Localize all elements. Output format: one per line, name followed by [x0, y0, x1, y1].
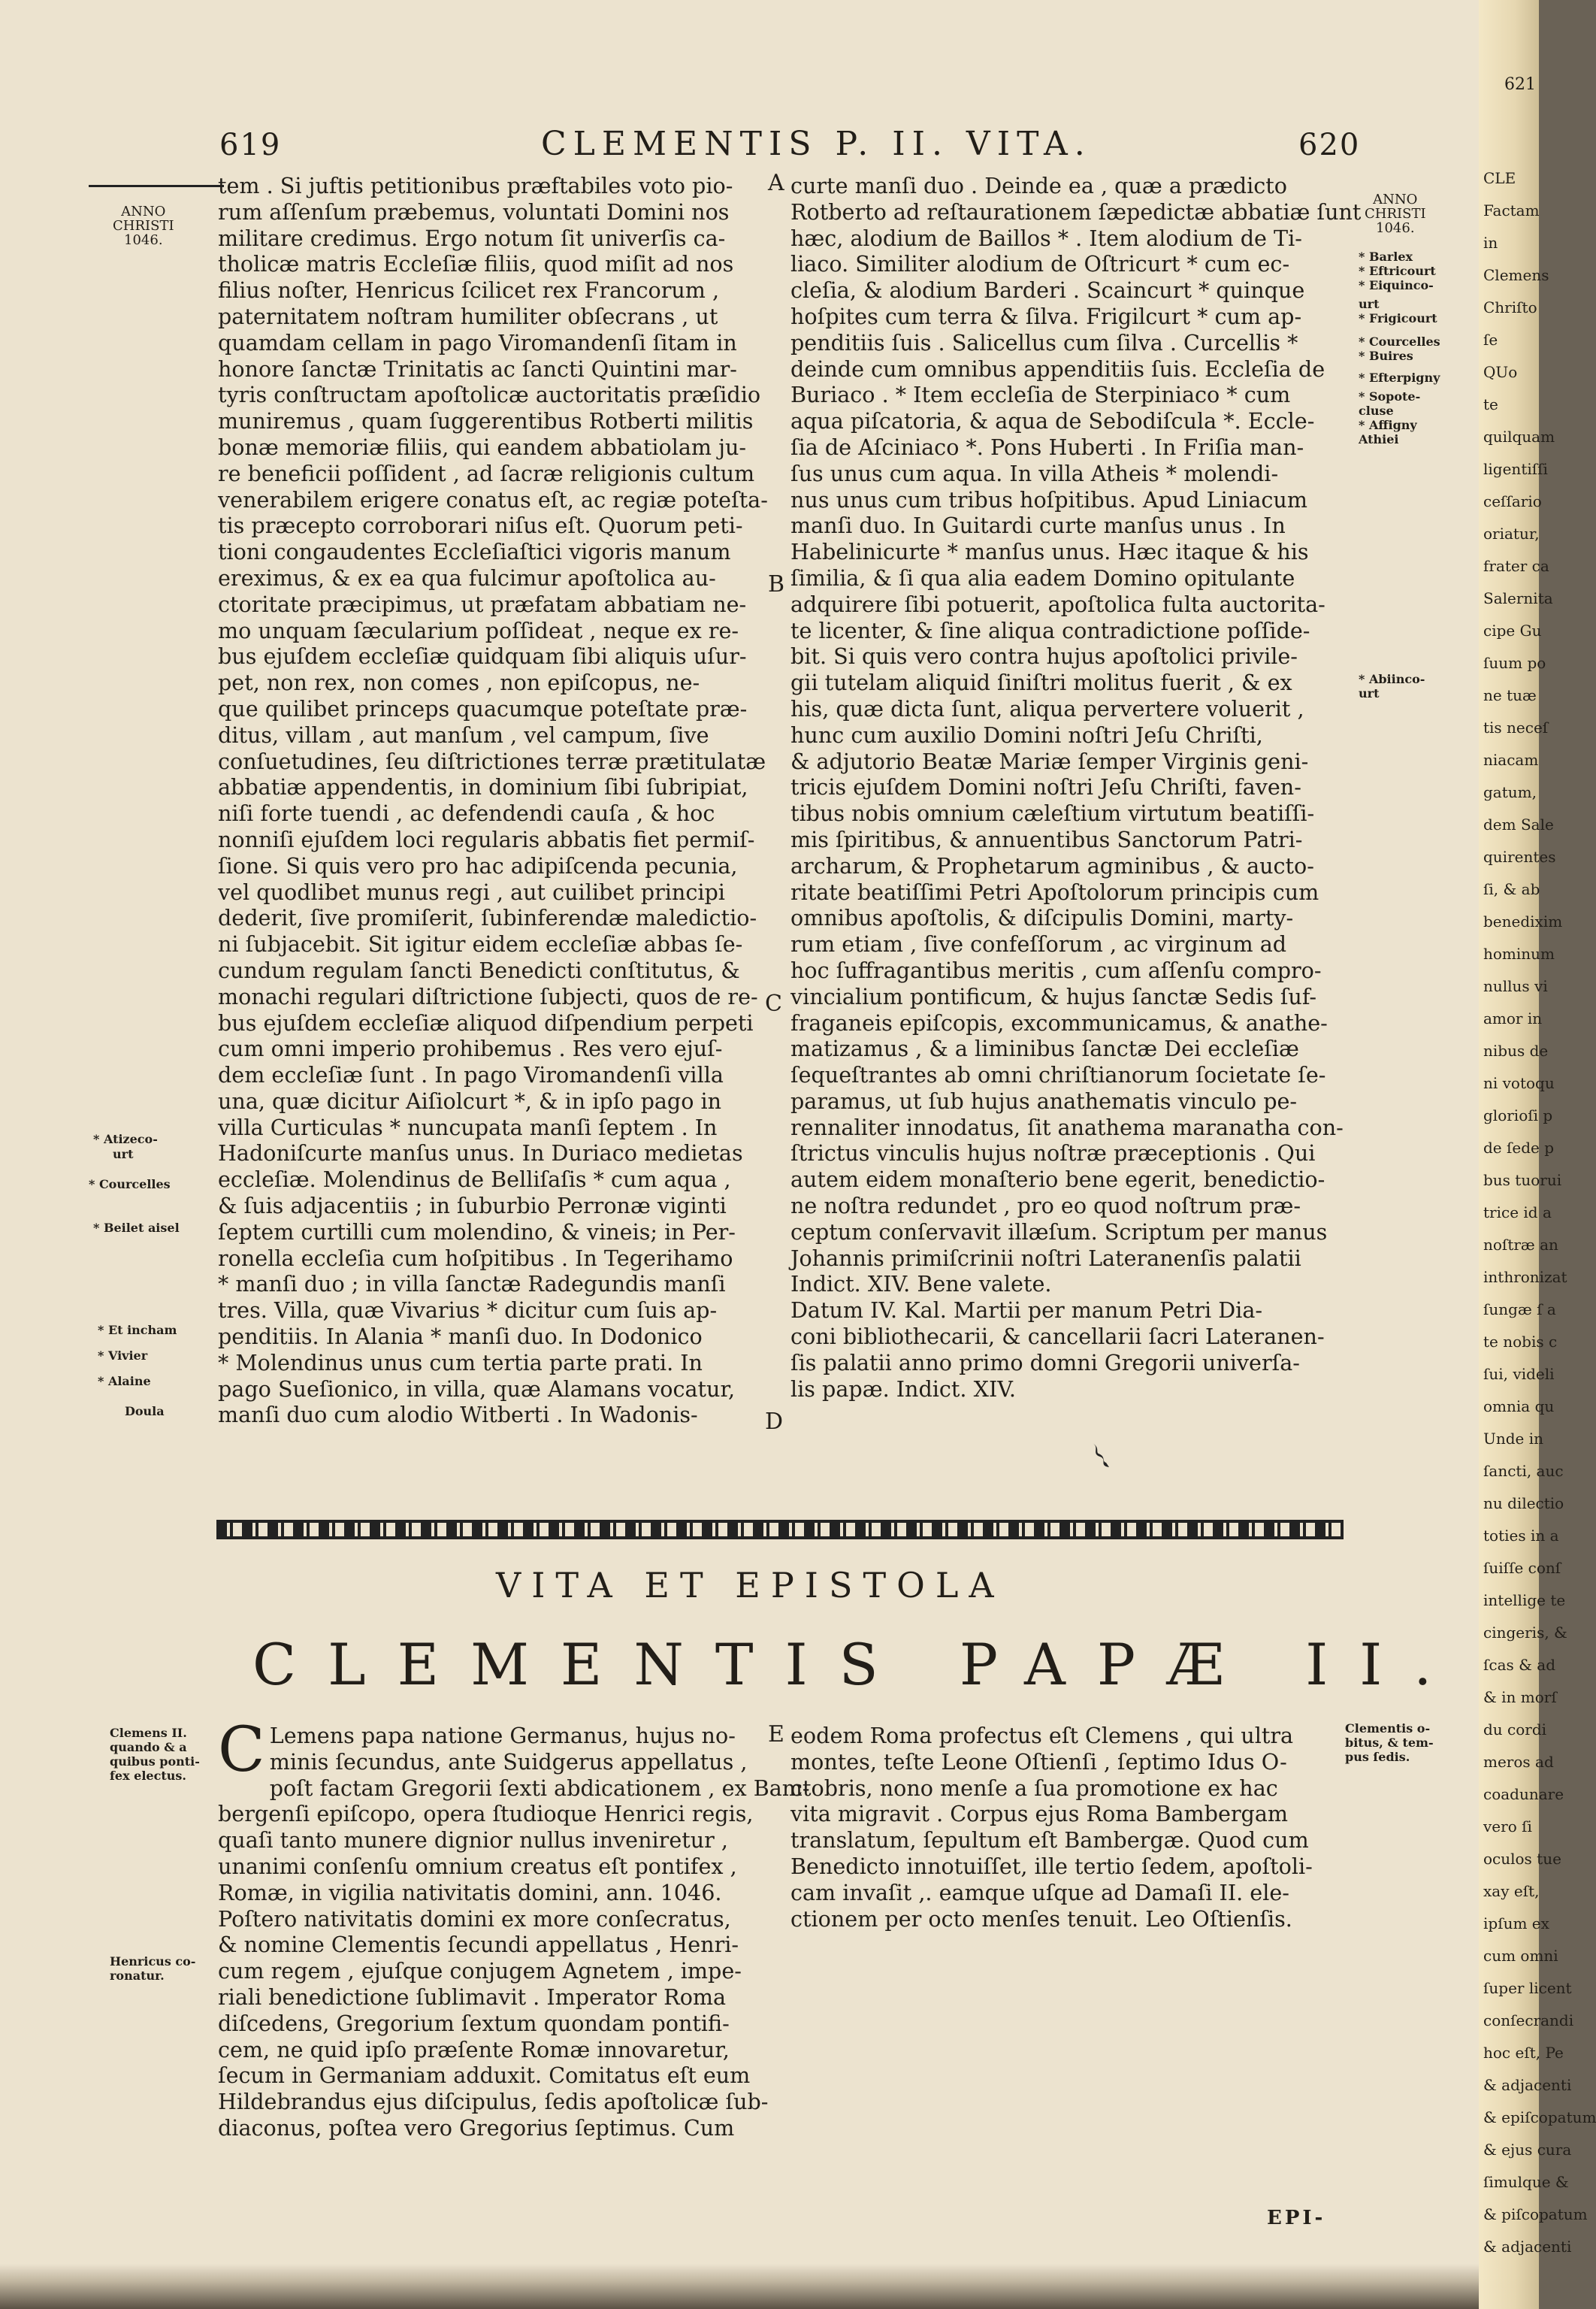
- text-line: hoc ſuffragantibus meritis , cum aſſenſu compro-: [790, 957, 1322, 983]
- next-page-text-fragment: ſi, & ab: [1483, 880, 1540, 898]
- text-line: bus ejuſdem eccleſiæ aliquod diſpendium perpeti: [218, 1009, 754, 1036]
- text-line: tricis ejuſdem Domini noſtri Jeſu Chriſti, faven-: [790, 774, 1301, 800]
- text-line: riali benedictione ſublimavit . Imperator Roma: [218, 1984, 727, 2010]
- next-page-text-fragment: Salernita: [1483, 589, 1553, 607]
- section-letter-c: C: [765, 991, 782, 1017]
- text-line: * manſi duo ; in villa ſanctæ Radegundis manſi: [218, 1271, 726, 1297]
- next-page-text-fragment: du cordi: [1483, 1720, 1547, 1739]
- margin-note-right: * Abiinco-: [1359, 672, 1425, 686]
- margin-note-left: * Alaine: [98, 1374, 151, 1388]
- next-page-text-fragment: hoc eſt, Pe: [1483, 2044, 1564, 2062]
- text-line: cum omni imperio prohibemus . Res vero ejuſ-: [218, 1036, 723, 1062]
- next-page-text-fragment: hominum: [1483, 945, 1555, 963]
- text-line: diaconus, poſtea vero Gregorius ſeptimus. Cum: [218, 2114, 735, 2141]
- margin-note-right: urt: [1359, 686, 1380, 701]
- text-line: ditus, villam , aut manſum , vel campum, ſive: [218, 722, 709, 748]
- next-page-text-fragment: ſuper licent: [1483, 1979, 1572, 1997]
- margin-note-left: * Atizeco-: [93, 1132, 158, 1146]
- margin-note-right: * Buires: [1359, 349, 1413, 363]
- text-line: penditiis ſuis . Salicellus cum ſilva . Curcellis *: [790, 329, 1298, 356]
- text-line: hunc cum auxilio Domini noſtri Jeſu Chriſti,: [790, 722, 1263, 748]
- next-page-text-fragment: intellige te: [1483, 1591, 1566, 1609]
- next-page-text-fragment: meros ad: [1483, 1753, 1554, 1771]
- text-line: una, quæ dicitur Aiſiolcurt *, & in ipſo pago in: [218, 1088, 722, 1114]
- text-line: ſia de Aſciniaco *. Pons Huberti . In Friſia man-: [790, 434, 1304, 460]
- text-line: manſi duo. In Guitardi curte manſus unus . In: [790, 513, 1286, 539]
- text-line: Hadoniſcurte manſus unus. In Duriaco medietas: [218, 1140, 743, 1167]
- next-page-text-fragment: quirentes: [1483, 848, 1556, 866]
- text-line: cum regem , ejuſque conjugem Agnetem , impe-: [218, 1958, 742, 1984]
- next-page-text-fragment: te: [1483, 395, 1498, 413]
- next-page-text-fragment: xay eſt,: [1483, 1882, 1540, 1900]
- text-line: Romæ, in vigilia nativitatis domini, ann. 1046.: [218, 1879, 722, 1905]
- next-page-text-fragment: te nobis c: [1483, 1333, 1558, 1351]
- text-line: Johannis primiſcrinii noſtri Lateranenſis palatii: [790, 1245, 1301, 1271]
- text-line: tyris conſtructam apoſtolicæ auctoritatis præſidio: [218, 382, 761, 408]
- text-line: ceptum conſervavit illæſum. Scriptum per manus: [790, 1218, 1328, 1245]
- anno-christi-right: ANNO CHRISTI 1046.: [1365, 192, 1426, 236]
- text-line: hæc, alodium de Baillos * . Item alodium de Ti-: [790, 225, 1302, 251]
- text-line: niſi forte tuendi , ac defendendi cauſa , & hoc: [218, 800, 715, 827]
- next-page-text-fragment: benedixim: [1483, 912, 1563, 931]
- next-page-text-fragment: ne tuæ: [1483, 686, 1537, 704]
- text-line: ſimilia, & ſi qua alia eadem Domino opitulante: [790, 564, 1295, 591]
- text-line: ſequeſtrantes ab omni chriſtianorum ſocietate ſe-: [790, 1062, 1326, 1088]
- margin-note-left: * Beilet aisel: [93, 1221, 180, 1235]
- text-line: diſcedens, Gregorium ſextum quondam pontifi-: [218, 2010, 730, 2036]
- next-page-text-fragment: inthronizat: [1483, 1268, 1567, 1286]
- margin-note-right: * Sopote-: [1359, 389, 1421, 404]
- next-page-text-fragment: dem Sale: [1483, 816, 1554, 834]
- text-line: his, quæ dicta ſunt, aliqua pervertere voluerit ,: [790, 695, 1304, 722]
- text-line: que quilibet princeps quacumque poteſtate præ-: [218, 695, 748, 722]
- margin-note-left: Doula: [125, 1404, 165, 1418]
- text-line: rennaliter innodatus, ſit anathema maranatha con-: [790, 1114, 1344, 1140]
- next-page-text-fragment: frater ca: [1483, 557, 1549, 575]
- next-page-text-fragment: trice id a: [1483, 1203, 1552, 1221]
- next-page-text-fragment: & in morſ: [1483, 1688, 1557, 1706]
- text-line: ſis palatii anno primo domni Gregorii univerſa-: [790, 1349, 1300, 1375]
- ornament-band: [216, 1520, 1344, 1539]
- text-line: quaſi tanto munere dignior nullus inveniretur ,: [218, 1827, 729, 1854]
- margin-notes-right: [1359, 250, 1440, 701]
- text-line: Buriaco . * Item eccleſia de Sterpiniaco * cum: [790, 382, 1291, 408]
- next-page-text-fragment: toties in a: [1483, 1527, 1559, 1545]
- text-line: Benedicto innotuiſſet, ille tertio ſedem, apoſtoli-: [790, 1853, 1313, 1879]
- next-page-text-fragment: nu dilectio: [1483, 1494, 1564, 1512]
- text-line: autem eidem monaſterio bene egerit, benedictio-: [790, 1167, 1325, 1193]
- text-line: montes, teſte Leone Oſtienſi , ſeptimo Idus O-: [790, 1748, 1287, 1775]
- section-letter-e: E: [768, 1721, 784, 1748]
- next-page-text-fragment: tis neceſ: [1483, 719, 1549, 737]
- text-line: ereximus, & ex ea qua fulcimur apoſtolica au-: [218, 564, 716, 591]
- text-line: bus ejuſdem eccleſiæ quidquam ſibi aliquis uſur-: [218, 643, 747, 670]
- text-line: bergenſi epiſcopo, opera ſtudioque Henrici regis,: [218, 1801, 754, 1827]
- text-line: rum aſſenſum præbemus, voluntati Domini nos: [218, 198, 730, 225]
- next-page-text-fragment: ceſſario: [1483, 492, 1542, 510]
- next-page-text-fragment: gatum,: [1483, 783, 1537, 801]
- text-line: ſione. Si quis vero pro hac adipiſcenda pecunia,: [218, 852, 738, 879]
- text-line: tioni congaudentes Eccleſiaſtici vigoris manum: [218, 539, 731, 565]
- text-line: abbatiæ appendentis, in dominium ſibi ſubripiat,: [218, 774, 748, 800]
- margin-note-left: urt: [113, 1147, 134, 1161]
- next-page-text-fragment: ſuiſſe conſ: [1483, 1559, 1561, 1577]
- next-page-text-fragment: CLE: [1483, 169, 1516, 187]
- next-page-text-fragment: bus tuorui: [1483, 1171, 1562, 1189]
- text-line: coni bibliothecarii, & cancellarii ſacri Lateranen-: [790, 1324, 1325, 1350]
- text-line: Lemens papa natione Germanus, hujus no-: [269, 1723, 736, 1748]
- text-line: muniremus , quam ſuggerentibus Rotberti militis: [218, 408, 754, 434]
- text-line: nus unus cum tribus hoſpitibus. Apud Liniacum: [790, 486, 1307, 513]
- margin-note-right: cluse: [1359, 404, 1394, 418]
- margin-note-right: * Eiquinco-: [1359, 278, 1434, 292]
- text-line: dederit, ſive promiſerit, ſubinferendæ maledictio-: [218, 905, 757, 931]
- text-line: hoſpites cum terra & ſilva. Frigilcurt * cum ap-: [790, 303, 1302, 329]
- text-line: ctoritate præcipimus, ut præfatam abbatiam ne-: [218, 591, 747, 617]
- text-line: ronella eccleſia cum hoſpitibus . In Tegerihamo: [218, 1245, 733, 1271]
- text-line: archarum, & Prophetarum agminibus , & aucto-: [790, 852, 1314, 879]
- fleuron-icon: [1088, 1440, 1114, 1470]
- text-line: quamdam cellam in pago Viromandenſi ſitam in: [218, 329, 737, 356]
- text-line: manſi duo cum alodio Witberti . In Wadonis-: [218, 1402, 698, 1428]
- next-page-text-fragment: Clemens: [1483, 266, 1549, 284]
- next-page-text-fragment: ſcas & ad: [1483, 1656, 1556, 1674]
- text-line: bonæ memoriæ filiis, qui eandem abbatiolam ju-: [218, 434, 747, 460]
- text-line: * Molendinus unus cum tertia parte prati. In: [218, 1349, 703, 1375]
- text-line: translatum, ſepultum eſt Bambergæ. Quod cum: [790, 1827, 1309, 1854]
- catchword: EPI-: [1267, 2207, 1326, 2229]
- text-line: Indict. XIV. Bene valete.: [790, 1271, 1052, 1297]
- text-line: & nomine Clementis ſecundi appellatus , Henri-: [218, 1932, 739, 1958]
- text-line: vita migravit . Corpus ejus Roma Bambergam: [790, 1801, 1288, 1827]
- next-page-text-fragment: ſancti, auc: [1483, 1462, 1564, 1480]
- text-line: monachi regulari diſtrictione ſubjecti, quos de re-: [218, 983, 758, 1009]
- next-page-text-fragment: conſecrandi: [1483, 2011, 1574, 2029]
- text-line: Hildebrandus ejus diſcipulus, ſedis apoſtolicæ ſub-: [218, 2089, 769, 2115]
- text-line: ctobris, nono menſe a ſua promotione ex hac: [790, 1775, 1278, 1801]
- margin-note-left: * Et incham: [98, 1323, 177, 1337]
- text-line: honore ſanctæ Trinitatis ac ſancti Quintini mar-: [218, 356, 737, 382]
- next-page-text-fragment: nibus de: [1483, 1042, 1549, 1060]
- next-page-text-fragment: Unde in: [1483, 1430, 1544, 1448]
- text-line: paramus, ut ſub hujus anathematis vinculo pe-: [790, 1088, 1298, 1114]
- next-page-text-fragment: Chriſto: [1483, 298, 1537, 316]
- running-title: CLEMENTIS P. II. VITA.: [541, 125, 1092, 163]
- text-line: fraganeis epiſcopis, excommunicamus, & anathe-: [790, 1009, 1328, 1036]
- text-line: re beneficii poſſident , ad ſacræ religionis cultum: [218, 460, 755, 486]
- text-line: cem, ne quid ipſo præſente Romæ innovaretur,: [218, 2036, 730, 2062]
- text-line: curte manſi duo . Deinde ea , quæ a prædicto: [790, 173, 1287, 198]
- text-line: filius noſter, Henricus ſcilicet rex Francorum ,: [218, 277, 720, 304]
- text-line: aqua piſcatoria, & aqua de Sebodiſcula *. Eccle-: [790, 408, 1315, 434]
- next-page-text-fragment: glorioſi p: [1483, 1106, 1553, 1124]
- next-page-text-fragment: oculos tue: [1483, 1850, 1561, 1868]
- next-page-edge: [1479, 0, 1596, 2309]
- next-page-text-fragment: Factam: [1483, 201, 1540, 219]
- section-letter-b: B: [768, 571, 785, 598]
- next-page-text-fragment: ligentiſſi: [1483, 460, 1548, 478]
- text-line: unanimi conſenſu omnium creatus eſt pontifex ,: [218, 1853, 737, 1879]
- text-line: cleſia, & alodium Barderi . Scaincurt * quinque: [790, 277, 1305, 304]
- text-line: pago Sueſionico, in villa, quæ Alamans vocatur,: [218, 1375, 736, 1402]
- text-line: Datum IV. Kal. Martii per manum Petri Dia-: [790, 1297, 1263, 1324]
- text-line: tres. Villa, quæ Vivarius * dicitur cum ſuis ap-: [218, 1297, 718, 1324]
- text-line: venerabilem erigere conatus eſt, ac regiæ poteſta-: [218, 486, 768, 513]
- next-page-text-fragment: cingeris, &: [1483, 1624, 1567, 1642]
- next-page-text-fragment: oriatur,: [1483, 525, 1540, 543]
- text-line: cam invaſit ,. eamque uſque ad Damaſi II. ele-: [790, 1879, 1289, 1905]
- text-line: ſecum in Germaniam adduxit. Comitatus eſt eum: [218, 2062, 751, 2089]
- text-line: liaco. Similiter alodium de Oſtricurt * cum ec-: [790, 251, 1290, 277]
- text-line: tem . Si juftis petitionibus præftabiles voto pio-: [218, 173, 733, 198]
- margin-note-right: * Barlex: [1359, 250, 1413, 264]
- next-page-text-fragment: & ejus cura: [1483, 2141, 1572, 2159]
- text-line: mis ſpiritibus, & annuentibus Sanctorum Patri-: [790, 826, 1303, 852]
- text-line: paternitatem noſtram humiliter obſecrans , ut: [218, 303, 718, 329]
- text-line: matizamus , & a liminibus ſanctæ Dei eccleſiæ: [790, 1036, 1299, 1062]
- left-column: [218, 173, 768, 1428]
- text-line: & adjutorio Beatæ Mariæ ſemper Virginis geni-: [790, 748, 1309, 774]
- text-line: deinde cum omnibus appenditiis ſuis. Eccleſia de: [790, 356, 1325, 382]
- margin-note-obitus: Clementis o- bitus, & tem- pus ſedis.: [1345, 1721, 1434, 1764]
- next-page-text-fragment: vero ſi: [1483, 1817, 1532, 1835]
- next-page-text-fragment: ſe: [1483, 331, 1498, 349]
- text-line: ſus unus cum aqua. In villa Atheis * molendi-: [790, 460, 1279, 486]
- vita-right-column: [790, 1723, 1341, 1932]
- text-line: Rotberto ad reſtaurationem ſæpedictæ abbatiæ ſunt: [790, 198, 1362, 225]
- margin-note-right: urt: [1359, 297, 1380, 311]
- text-line: bit. Si quis vero contra hujus apoſtolici privile-: [790, 643, 1298, 670]
- right-column: [790, 173, 1362, 1402]
- next-page-text-fragment: ipſum ex: [1483, 1914, 1549, 1932]
- text-line: minis ſecundus, ante Suidgerus appellatus ,: [269, 1748, 748, 1775]
- text-line: dem eccleſiæ ſunt . In pago Viromandenſi villa: [218, 1062, 724, 1088]
- text-line: nonniſi ejuſdem loci regularis abbatis fiet permiſ-: [218, 826, 755, 852]
- next-page-text-fragment: noſtræ an: [1483, 1236, 1558, 1254]
- text-line: tibus nobis omnium cæleſtium virtutum beatiſſi-: [790, 800, 1315, 827]
- section-letter-a: A: [768, 170, 784, 196]
- text-line: villa Curticulas * nuncupata manſi ſeptem . In: [218, 1114, 718, 1140]
- text-line: gii tutelam aliquid ſiniſtri molitus fuerit , & ex: [790, 670, 1292, 696]
- text-line: ſeptem curtilli cum molendino, & vineis; in Per-: [218, 1218, 736, 1245]
- text-line: ne noſtra redundet , pro eo quod noſtrum præ-: [790, 1193, 1301, 1219]
- text-line: penditiis. In Alania * manſi duo. In Dodonico: [218, 1324, 703, 1350]
- text-line: conſuetudines, ſeu diſtrictiones terræ prætitulatæ: [218, 748, 766, 774]
- text-line: tholicæ matris Eccleſiæ filiis, quod miſit ad nos: [218, 251, 734, 277]
- next-page-text-fragment: ni votoqu: [1483, 1074, 1555, 1092]
- next-page-text-fragment: niacam: [1483, 751, 1539, 769]
- text-line: ctionem per octo menſes tenuit. Leo Oſtienſis.: [790, 1905, 1292, 1932]
- next-page-text-fragment: ſimulque &: [1483, 2173, 1569, 2191]
- margin-note-left: * Vivier: [98, 1348, 148, 1363]
- section-heading-title: CLEMENTIS PAPÆ II.: [252, 1631, 1464, 1698]
- text-line: vel quodlibet munus regi , aut cuilibet principi: [218, 879, 725, 905]
- margin-note-right: * Courcelles: [1359, 334, 1440, 349]
- text-line: rum etiam , ſive confeſſorum , ac virginum ad: [790, 931, 1287, 958]
- section-letter-d: D: [765, 1409, 784, 1435]
- next-page-text-fragment: in: [1483, 234, 1498, 252]
- next-page-text-fragment: nullus vi: [1483, 977, 1548, 995]
- text-line: eodem Roma profectus eſt Clemens , qui ultra: [790, 1723, 1294, 1748]
- next-page-text-fragment: coadunare: [1483, 1785, 1564, 1803]
- text-line: militare credimus. Ergo notum ſit univerſis ca-: [218, 225, 726, 251]
- next-page-text-fragment: cipe Gu: [1483, 622, 1542, 640]
- margin-note-right: Athiei: [1359, 432, 1399, 446]
- text-line: adquirere ſibi potuerit, apoſtolica fulta auctorita-: [790, 591, 1325, 617]
- page-number-right: 620: [1298, 128, 1361, 162]
- text-line: Habelinicurte * manſus unus. Hæc itaque & his: [790, 539, 1309, 565]
- next-page-text-fragment: & adjacenti: [1483, 2238, 1572, 2256]
- text-line: ſtrictus vinculis hujus noſtræ præceptionis . Qui: [790, 1140, 1316, 1167]
- next-page-number: 621: [1504, 75, 1536, 94]
- text-line: omnibus apoſtolis, & diſcipulis Domini, marty-: [790, 905, 1294, 931]
- margin-note-clemens-electus: Clemens II. quando & a quibus ponti- fex electus.: [110, 1726, 200, 1783]
- text-line: pet, non rex, non comes , non epiſcopus, ne-: [218, 670, 700, 696]
- text-line: Poſtero nativitatis domini ex more conſecratus,: [218, 1905, 731, 1932]
- margin-note-right: * Affigny: [1359, 418, 1417, 432]
- text-line: ritate beatiſſimi Petri Apoſtolorum principis cum: [790, 879, 1319, 905]
- text-line: poſt factam Gregorii ſexti abdicationem , ex Bam-: [269, 1775, 810, 1801]
- next-page-text-fragment: quilquam: [1483, 428, 1555, 446]
- vita-left-column: [218, 1714, 810, 2141]
- margin-note-right: * Efterpigny: [1359, 371, 1440, 385]
- next-page-text-fragment: & piſcopatum: [1483, 2205, 1588, 2223]
- text-line: cundum regulam ſancti Benedicti conſtitutus, &: [218, 957, 740, 983]
- text-line: lis papæ. Indict. XIV.: [790, 1375, 1016, 1402]
- anno-christi-left: ANNO CHRISTI 1046.: [113, 204, 174, 248]
- margin-note-right: * Frigicourt: [1359, 311, 1437, 325]
- next-page-text-fragment: & adjacenti: [1483, 2076, 1572, 2094]
- next-page-text-fragment: cum omni: [1483, 1947, 1558, 1965]
- text-line: & ſuis adjacentiis ; in ſuburbio Perronæ viginti: [218, 1193, 727, 1219]
- next-page-text-fragment: ſui, videli: [1483, 1365, 1555, 1383]
- margin-note-henricus: Henricus co- ronatur.: [110, 1954, 196, 1983]
- margin-rule: [89, 185, 224, 187]
- next-page-text-fragment: ſuum po: [1483, 654, 1546, 672]
- text-line: ni ſubjacebit. Sit igitur eidem eccleſiæ abbas ſe-: [218, 931, 743, 958]
- next-page-text-fragment: ſungæ ſ a: [1483, 1300, 1556, 1318]
- section-heading: VITA ET EPISTOLA: [496, 1565, 1005, 1605]
- next-page-text-fragment: & epiſcopatum: [1483, 2108, 1596, 2126]
- text-line: te licenter, & ſine aliqua contradictione poſſide-: [790, 617, 1310, 643]
- margin-note-right: * Eftricourt: [1359, 264, 1436, 278]
- next-page-text-fragment: amor in: [1483, 1009, 1543, 1027]
- text-line: tis præcepto corroborari niſus eſt. Quorum peti-: [218, 513, 743, 539]
- text-line: eccleſiæ. Molendinus de Belliſaſis * cum aqua ,: [218, 1167, 731, 1193]
- page-number-left: 619: [219, 128, 282, 162]
- margin-note-left: * Courcelles: [89, 1177, 171, 1191]
- drop-cap: C: [218, 1714, 265, 1786]
- next-page-text-fragment: QUo: [1483, 363, 1518, 381]
- text-line: mo unquam ſæcularium poſſideat , neque ex re-: [218, 617, 739, 643]
- text-line: vincialium pontificum, & hujus ſanctæ Sedis ſuf-: [790, 983, 1317, 1009]
- next-page-text-fragment: omnia qu: [1483, 1397, 1555, 1415]
- next-page-text-fragment: de ſede p: [1483, 1139, 1555, 1157]
